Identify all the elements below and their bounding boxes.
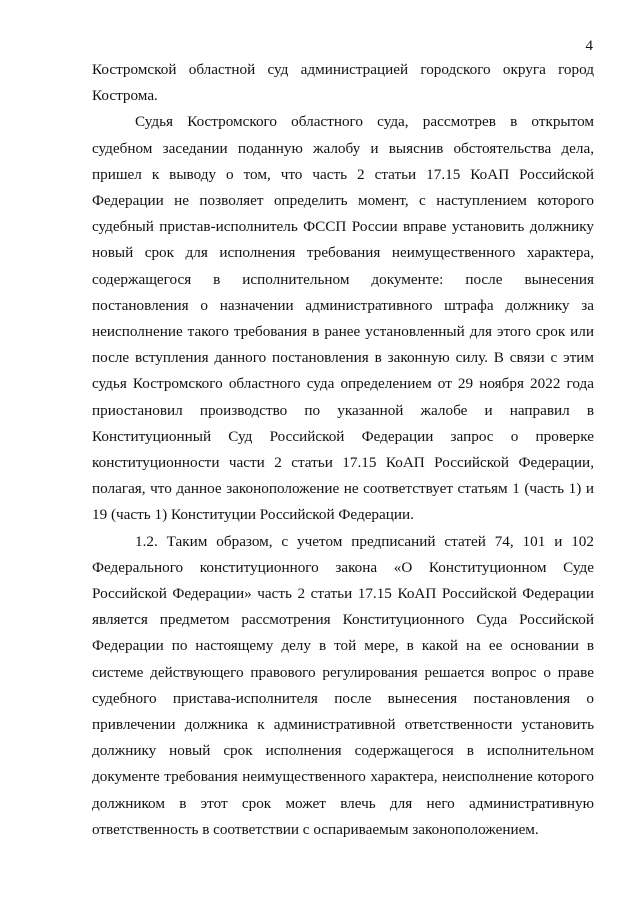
paragraph-3: 1.2. Таким образом, с учетом предписаний статей 74, 101 и 102 Федерального конституционного закона «О Конституционном Суде Российской Федерации» часть 2 статьи 17.15 КоАП Российской Федерации является предметом рассмотрения Конституционного Суда Российской Федерации по настоящему делу в той мере, в какой на ее основании в системе действующего правового регулирования решается вопрос о праве судебного пристава-исполнителя после вынесения постановления о привлечении должника к административной ответственности установить должнику новый срок исполнения содержащегося в исполнительном документе требования неимущественного характера, неисполнение которого должником в этот срок может влечь для него административную ответственность в соответствии с оспариваемым законоположением.	[92, 532, 594, 838]
page-number: 4	[585, 38, 593, 54]
paragraph-1: Костромской областной суд администрацией городского округа город Кострома.	[92, 61, 594, 105]
body-text	[92, 57, 594, 843]
paragraph-2: Судья Костромского областного суда, рассмотрев в открытом судебном заседании поданную жалобу и выяснив обстоятельства дела, пришел к выводу о том, что часть 2 статьи 17.15 КоАП Российской Федерации не позволяет определить момент, с наступлением которого судебный пристав-исполнитель ФССП России вправе установить должнику новый срок для исполнения требования неимущественного характера, содержащегося в исполнительном документе: после вынесения постановления о назначении административного штрафа должнику за неисполнение такого требования в ранее установленный для этого срок или после вступления данного постановления в законную силу. В связи с этим судья Костромского областного суда определением от 29 ноября 2022 года приостановил производство по указанной жалобе и направил в Конституционный Суд Российской Федерации запрос о проверке конституционности части 2 статьи 17.15 КоАП Российской Федерации, полагая, что данное законоположение не соответствует статьям 1 (часть 1) и 19 (часть 1) Конституции Российской Федерации.	[92, 113, 594, 524]
